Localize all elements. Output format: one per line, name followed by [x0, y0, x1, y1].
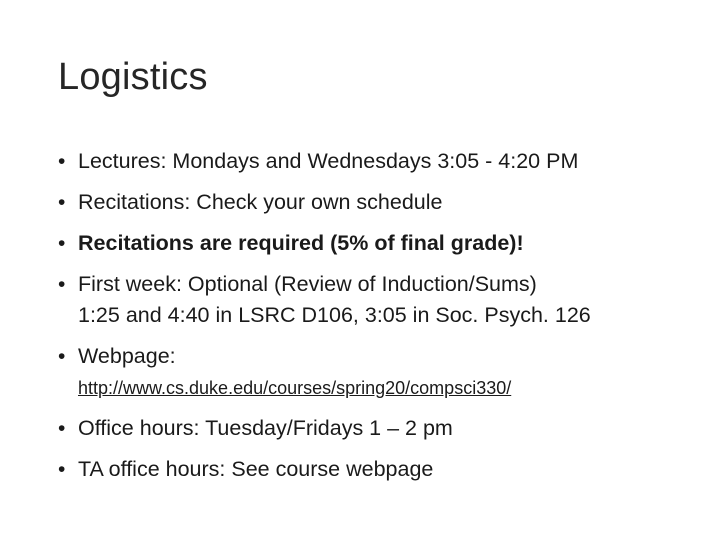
slide-title: Logistics — [58, 56, 208, 98]
bullet-recitations — [58, 187, 698, 218]
webpage-url-row — [58, 375, 698, 401]
bullet-office-hours — [58, 413, 698, 444]
bullet-text-line-1: First week: Optional (Review of Induction/Sums) — [78, 272, 537, 296]
bullet-text-line-2: 1:25 and 4:40 in LSRC D106, 3:05 in Soc. Psych. 126 — [78, 303, 591, 327]
bullet-first-week — [58, 269, 698, 331]
bullet-ta-office-hours — [58, 454, 698, 485]
bullet-lectures — [58, 146, 698, 177]
bullet-text: TA office hours: See course webpage — [78, 457, 434, 481]
bullet-webpage — [58, 341, 698, 372]
webpage-link[interactable]: http://www.cs.duke.edu/courses/spring20/compsci330/ — [78, 378, 512, 398]
bullet-text: Recitations: Check your own schedule — [78, 190, 443, 214]
bullet-dot-icon: • — [58, 273, 66, 296]
bullet-text: Office hours: Tuesday/Fridays 1 – 2 pm — [78, 416, 453, 440]
bullet-dot-icon: • — [58, 345, 66, 368]
bullet-text: Webpage: — [78, 344, 176, 368]
bullet-dot-icon: • — [58, 232, 66, 255]
bullet-dot-icon: • — [58, 191, 66, 214]
bullet-dot-icon: • — [58, 417, 66, 440]
bullet-text: Recitations are required (5% of final grade)! — [78, 231, 524, 255]
bullet-recitations-required — [58, 228, 698, 259]
bullet-list — [58, 146, 698, 495]
bullet-text: Lectures: Mondays and Wednesdays 3:05 - 4:20 PM — [78, 149, 579, 173]
bullet-dot-icon: • — [58, 458, 66, 481]
bullet-dot-icon: • — [58, 150, 66, 173]
